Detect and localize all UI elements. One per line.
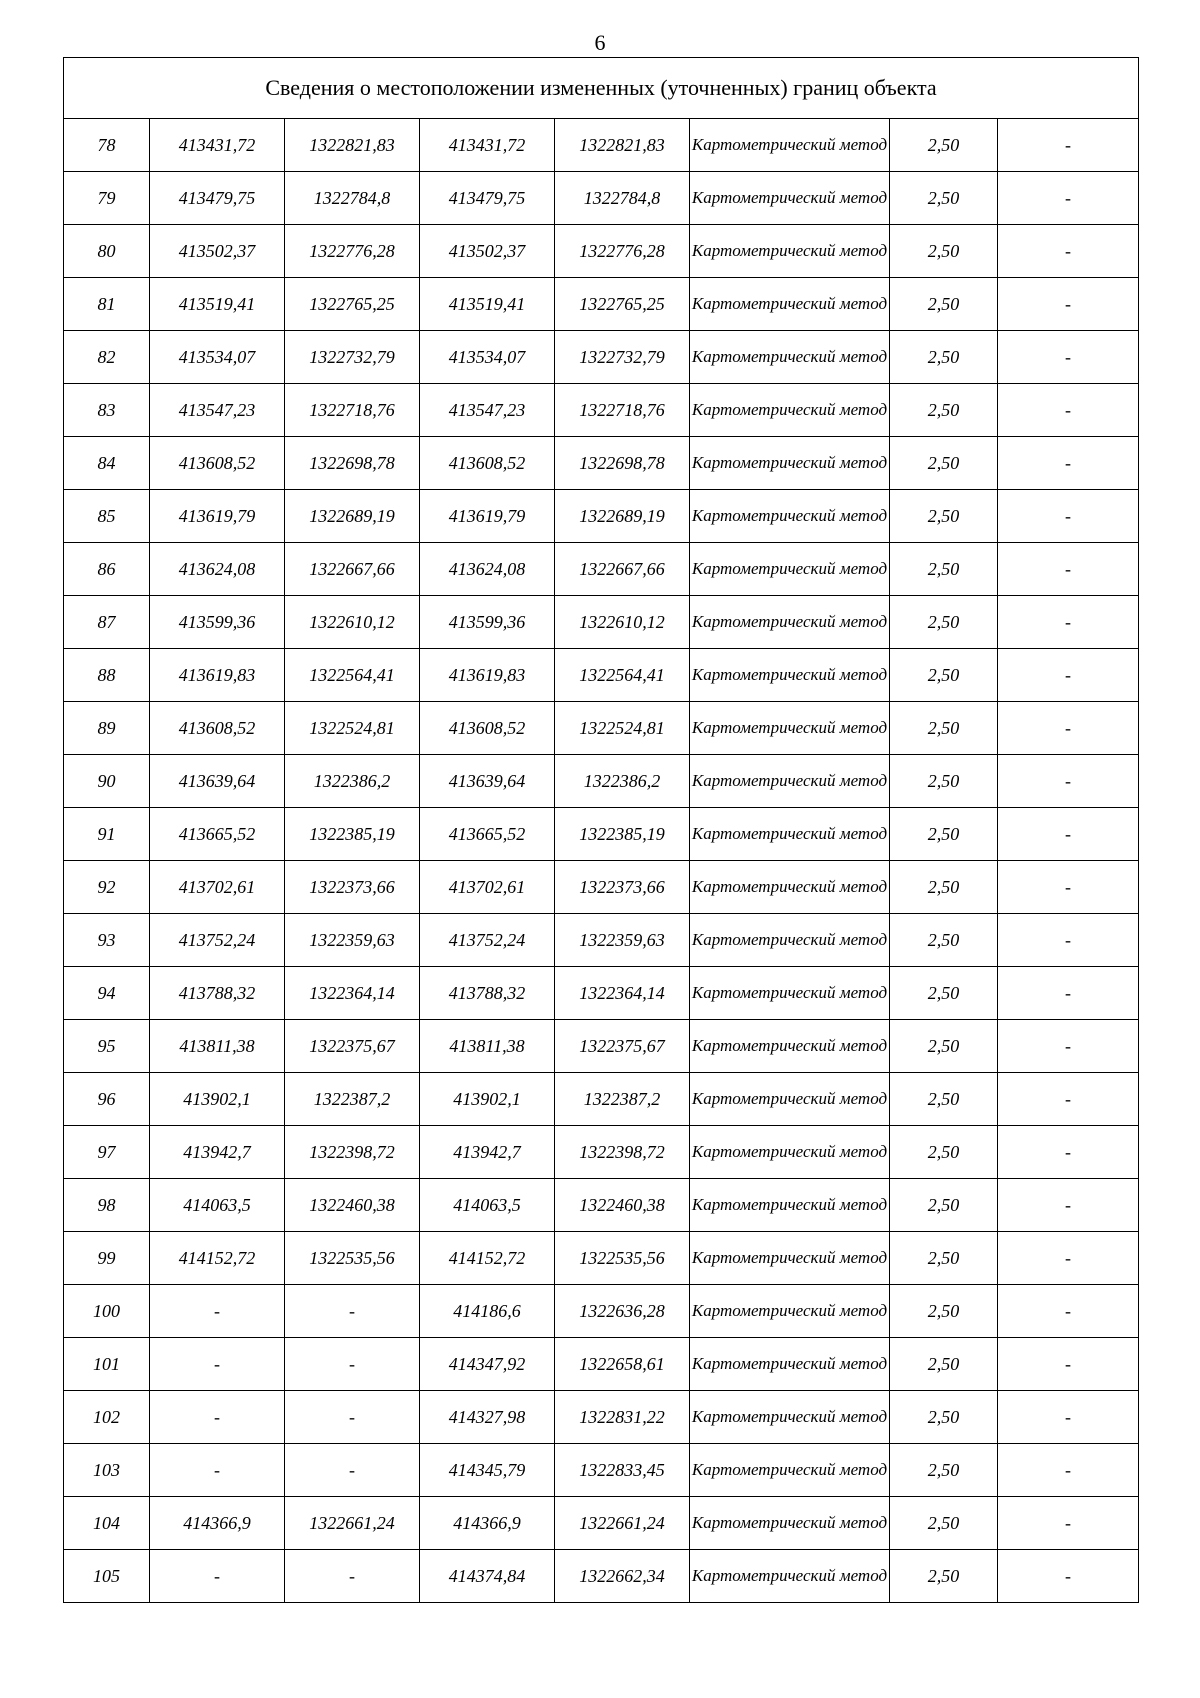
point-number-cell: 95	[64, 1020, 150, 1073]
existing-x-cell: 413702,61	[150, 861, 285, 914]
refined-y-cell: 1322535,56	[555, 1232, 690, 1285]
point-number-cell: 100	[64, 1285, 150, 1338]
existing-x-cell: 413902,1	[150, 1073, 285, 1126]
point-number-cell: 102	[64, 1391, 150, 1444]
refined-x-cell: 413624,08	[420, 543, 555, 596]
description-cell: -	[998, 861, 1139, 914]
table-row	[64, 278, 1139, 331]
point-number-cell: 80	[64, 225, 150, 278]
description-cell: -	[998, 490, 1139, 543]
description-cell: -	[998, 1338, 1139, 1391]
point-number-cell: 98	[64, 1179, 150, 1232]
refined-x-cell: 414186,6	[420, 1285, 555, 1338]
existing-x-cell: 413599,36	[150, 596, 285, 649]
method-cell: Картометрический метод	[690, 225, 890, 278]
description-cell: -	[998, 1073, 1139, 1126]
point-number-cell: 84	[64, 437, 150, 490]
method-cell: Картометрический метод	[690, 967, 890, 1020]
refined-x-cell: 413619,83	[420, 649, 555, 702]
point-number-cell: 101	[64, 1338, 150, 1391]
existing-x-cell: 413752,24	[150, 914, 285, 967]
description-cell: -	[998, 1550, 1139, 1603]
refined-y-cell: 1322386,2	[555, 755, 690, 808]
existing-y-cell: 1322386,2	[285, 755, 420, 808]
boundary-coordinates-table	[63, 57, 1139, 1603]
existing-x-cell: 413619,79	[150, 490, 285, 543]
refined-x-cell: 413902,1	[420, 1073, 555, 1126]
method-cell: Картометрический метод	[690, 1179, 890, 1232]
refined-y-cell: 1322698,78	[555, 437, 690, 490]
existing-y-cell: 1322732,79	[285, 331, 420, 384]
table-row	[64, 1497, 1139, 1550]
description-cell: -	[998, 596, 1139, 649]
description-cell: -	[998, 808, 1139, 861]
point-number-cell: 96	[64, 1073, 150, 1126]
existing-x-cell: 413547,23	[150, 384, 285, 437]
description-cell: -	[998, 702, 1139, 755]
existing-x-cell: -	[150, 1550, 285, 1603]
existing-x-cell: 413639,64	[150, 755, 285, 808]
description-cell: -	[998, 1126, 1139, 1179]
existing-x-cell: 414152,72	[150, 1232, 285, 1285]
method-cell: Картометрический метод	[690, 649, 890, 702]
existing-y-cell: 1322398,72	[285, 1126, 420, 1179]
method-cell: Картометрический метод	[690, 1497, 890, 1550]
refined-x-cell: 413599,36	[420, 596, 555, 649]
accuracy-cell: 2,50	[890, 172, 998, 225]
refined-x-cell: 413519,41	[420, 278, 555, 331]
table-row	[64, 437, 1139, 490]
description-cell: -	[998, 437, 1139, 490]
existing-y-cell: 1322364,14	[285, 967, 420, 1020]
existing-x-cell: -	[150, 1444, 285, 1497]
point-number-cell: 85	[64, 490, 150, 543]
table-row	[64, 1073, 1139, 1126]
point-number-cell: 89	[64, 702, 150, 755]
accuracy-cell: 2,50	[890, 543, 998, 596]
refined-x-cell: 413547,23	[420, 384, 555, 437]
accuracy-cell: 2,50	[890, 278, 998, 331]
accuracy-cell: 2,50	[890, 1020, 998, 1073]
existing-y-cell: 1322661,24	[285, 1497, 420, 1550]
accuracy-cell: 2,50	[890, 1497, 998, 1550]
table-row	[64, 1391, 1139, 1444]
existing-x-cell: 413811,38	[150, 1020, 285, 1073]
method-cell: Картометрический метод	[690, 278, 890, 331]
refined-x-cell: 414152,72	[420, 1232, 555, 1285]
existing-y-cell: 1322385,19	[285, 808, 420, 861]
description-cell: -	[998, 649, 1139, 702]
existing-x-cell: 413608,52	[150, 437, 285, 490]
method-cell: Картометрический метод	[690, 384, 890, 437]
refined-y-cell: 1322765,25	[555, 278, 690, 331]
description-cell: -	[998, 1020, 1139, 1073]
refined-x-cell: 414366,9	[420, 1497, 555, 1550]
point-number-cell: 91	[64, 808, 150, 861]
existing-y-cell: 1322667,66	[285, 543, 420, 596]
existing-y-cell: -	[285, 1444, 420, 1497]
description-cell: -	[998, 1285, 1139, 1338]
existing-y-cell: 1322387,2	[285, 1073, 420, 1126]
refined-x-cell: 413479,75	[420, 172, 555, 225]
refined-x-cell: 413431,72	[420, 119, 555, 172]
point-number-cell: 79	[64, 172, 150, 225]
table-row	[64, 1232, 1139, 1285]
point-number-cell: 90	[64, 755, 150, 808]
refined-y-cell: 1322662,34	[555, 1550, 690, 1603]
point-number-cell: 87	[64, 596, 150, 649]
table-row	[64, 225, 1139, 278]
refined-y-cell: 1322385,19	[555, 808, 690, 861]
table-row	[64, 914, 1139, 967]
table-row	[64, 543, 1139, 596]
refined-x-cell: 413665,52	[420, 808, 555, 861]
refined-y-cell: 1322364,14	[555, 967, 690, 1020]
existing-y-cell: 1322784,8	[285, 172, 420, 225]
existing-y-cell: -	[285, 1338, 420, 1391]
point-number-cell: 103	[64, 1444, 150, 1497]
refined-y-cell: 1322373,66	[555, 861, 690, 914]
accuracy-cell: 2,50	[890, 596, 998, 649]
accuracy-cell: 2,50	[890, 1444, 998, 1497]
description-cell: -	[998, 1497, 1139, 1550]
accuracy-cell: 2,50	[890, 1126, 998, 1179]
refined-y-cell: 1322833,45	[555, 1444, 690, 1497]
refined-x-cell: 414345,79	[420, 1444, 555, 1497]
refined-x-cell: 413619,79	[420, 490, 555, 543]
existing-x-cell: 413431,72	[150, 119, 285, 172]
table-title-row	[64, 58, 1139, 119]
accuracy-cell: 2,50	[890, 967, 998, 1020]
refined-y-cell: 1322821,83	[555, 119, 690, 172]
refined-x-cell: 413788,32	[420, 967, 555, 1020]
table-row	[64, 967, 1139, 1020]
existing-x-cell: 413624,08	[150, 543, 285, 596]
table-row	[64, 331, 1139, 384]
refined-y-cell: 1322732,79	[555, 331, 690, 384]
method-cell: Картометрический метод	[690, 1391, 890, 1444]
refined-y-cell: 1322784,8	[555, 172, 690, 225]
point-number-cell: 78	[64, 119, 150, 172]
accuracy-cell: 2,50	[890, 1232, 998, 1285]
table-title: Сведения о местоположении измененных (уточненных) границ объекта	[64, 58, 1139, 119]
point-number-cell: 86	[64, 543, 150, 596]
point-number-cell: 99	[64, 1232, 150, 1285]
refined-y-cell: 1322831,22	[555, 1391, 690, 1444]
refined-x-cell: 413702,61	[420, 861, 555, 914]
existing-x-cell: 413608,52	[150, 702, 285, 755]
point-number-cell: 82	[64, 331, 150, 384]
method-cell: Картометрический метод	[690, 1444, 890, 1497]
description-cell: -	[998, 331, 1139, 384]
refined-y-cell: 1322460,38	[555, 1179, 690, 1232]
description-cell: -	[998, 384, 1139, 437]
existing-y-cell: 1322718,76	[285, 384, 420, 437]
description-cell: -	[998, 1391, 1139, 1444]
refined-y-cell: 1322524,81	[555, 702, 690, 755]
refined-x-cell: 414347,92	[420, 1338, 555, 1391]
accuracy-cell: 2,50	[890, 490, 998, 543]
method-cell: Картометрический метод	[690, 1285, 890, 1338]
method-cell: Картометрический метод	[690, 1232, 890, 1285]
point-number-cell: 104	[64, 1497, 150, 1550]
existing-y-cell: 1322776,28	[285, 225, 420, 278]
refined-y-cell: 1322658,61	[555, 1338, 690, 1391]
table-row	[64, 1179, 1139, 1232]
description-cell: -	[998, 1232, 1139, 1285]
accuracy-cell: 2,50	[890, 119, 998, 172]
page-number: 6	[594, 30, 606, 55]
refined-y-cell: 1322718,76	[555, 384, 690, 437]
method-cell: Картометрический метод	[690, 861, 890, 914]
method-cell: Картометрический метод	[690, 119, 890, 172]
method-cell: Картометрический метод	[690, 1550, 890, 1603]
existing-y-cell: 1322524,81	[285, 702, 420, 755]
refined-y-cell: 1322661,24	[555, 1497, 690, 1550]
table-row	[64, 1444, 1139, 1497]
existing-y-cell: 1322821,83	[285, 119, 420, 172]
existing-y-cell: 1322460,38	[285, 1179, 420, 1232]
existing-x-cell: 413619,83	[150, 649, 285, 702]
refined-y-cell: 1322636,28	[555, 1285, 690, 1338]
refined-x-cell: 414327,98	[420, 1391, 555, 1444]
point-number-cell: 93	[64, 914, 150, 967]
table-body	[64, 58, 1139, 1603]
method-cell: Картометрический метод	[690, 702, 890, 755]
table-row	[64, 490, 1139, 543]
description-cell: -	[998, 172, 1139, 225]
existing-x-cell: 413665,52	[150, 808, 285, 861]
refined-y-cell: 1322398,72	[555, 1126, 690, 1179]
accuracy-cell: 2,50	[890, 914, 998, 967]
method-cell: Картометрический метод	[690, 437, 890, 490]
accuracy-cell: 2,50	[890, 755, 998, 808]
existing-x-cell: 413502,37	[150, 225, 285, 278]
method-cell: Картометрический метод	[690, 543, 890, 596]
table-row	[64, 1338, 1139, 1391]
table-row	[64, 1126, 1139, 1179]
accuracy-cell: 2,50	[890, 1391, 998, 1444]
refined-x-cell: 413752,24	[420, 914, 555, 967]
existing-y-cell: 1322535,56	[285, 1232, 420, 1285]
accuracy-cell: 2,50	[890, 702, 998, 755]
point-number-cell: 94	[64, 967, 150, 1020]
existing-y-cell: 1322564,41	[285, 649, 420, 702]
method-cell: Картометрический метод	[690, 490, 890, 543]
refined-y-cell: 1322667,66	[555, 543, 690, 596]
description-cell: -	[998, 1444, 1139, 1497]
existing-y-cell: 1322698,78	[285, 437, 420, 490]
existing-x-cell: -	[150, 1391, 285, 1444]
existing-x-cell: 413519,41	[150, 278, 285, 331]
existing-x-cell: -	[150, 1285, 285, 1338]
existing-x-cell: -	[150, 1338, 285, 1391]
existing-y-cell: 1322689,19	[285, 490, 420, 543]
accuracy-cell: 2,50	[890, 384, 998, 437]
description-cell: -	[998, 1179, 1139, 1232]
accuracy-cell: 2,50	[890, 1285, 998, 1338]
existing-x-cell: 413788,32	[150, 967, 285, 1020]
refined-x-cell: 414374,84	[420, 1550, 555, 1603]
table-row	[64, 702, 1139, 755]
method-cell: Картометрический метод	[690, 596, 890, 649]
existing-x-cell: 413479,75	[150, 172, 285, 225]
refined-y-cell: 1322387,2	[555, 1073, 690, 1126]
accuracy-cell: 2,50	[890, 808, 998, 861]
accuracy-cell: 2,50	[890, 331, 998, 384]
refined-x-cell: 413942,7	[420, 1126, 555, 1179]
existing-y-cell: 1322765,25	[285, 278, 420, 331]
description-cell: -	[998, 278, 1139, 331]
refined-x-cell: 414063,5	[420, 1179, 555, 1232]
existing-y-cell: 1322359,63	[285, 914, 420, 967]
method-cell: Картометрический метод	[690, 1073, 890, 1126]
refined-y-cell: 1322564,41	[555, 649, 690, 702]
accuracy-cell: 2,50	[890, 1179, 998, 1232]
accuracy-cell: 2,50	[890, 861, 998, 914]
existing-x-cell: 413534,07	[150, 331, 285, 384]
table-row	[64, 1020, 1139, 1073]
existing-x-cell: 414366,9	[150, 1497, 285, 1550]
description-cell: -	[998, 755, 1139, 808]
point-number-cell: 105	[64, 1550, 150, 1603]
refined-y-cell: 1322776,28	[555, 225, 690, 278]
refined-x-cell: 413534,07	[420, 331, 555, 384]
refined-y-cell: 1322689,19	[555, 490, 690, 543]
description-cell: -	[998, 967, 1139, 1020]
existing-y-cell: 1322375,67	[285, 1020, 420, 1073]
refined-x-cell: 413608,52	[420, 437, 555, 490]
existing-y-cell: 1322373,66	[285, 861, 420, 914]
existing-x-cell: 414063,5	[150, 1179, 285, 1232]
point-number-cell: 88	[64, 649, 150, 702]
description-cell: -	[998, 914, 1139, 967]
refined-x-cell: 413502,37	[420, 225, 555, 278]
existing-y-cell: -	[285, 1391, 420, 1444]
existing-y-cell: 1322610,12	[285, 596, 420, 649]
point-number-cell: 83	[64, 384, 150, 437]
accuracy-cell: 2,50	[890, 649, 998, 702]
table-row	[64, 1285, 1139, 1338]
description-cell: -	[998, 119, 1139, 172]
refined-y-cell: 1322610,12	[555, 596, 690, 649]
method-cell: Картометрический метод	[690, 331, 890, 384]
accuracy-cell: 2,50	[890, 1338, 998, 1391]
method-cell: Картометрический метод	[690, 755, 890, 808]
accuracy-cell: 2,50	[890, 225, 998, 278]
table-row	[64, 808, 1139, 861]
table-row	[64, 119, 1139, 172]
method-cell: Картометрический метод	[690, 808, 890, 861]
point-number-cell: 92	[64, 861, 150, 914]
description-cell: -	[998, 543, 1139, 596]
description-cell: -	[998, 225, 1139, 278]
table-row	[64, 861, 1139, 914]
refined-y-cell: 1322359,63	[555, 914, 690, 967]
refined-x-cell: 413639,64	[420, 755, 555, 808]
method-cell: Картометрический метод	[690, 172, 890, 225]
accuracy-cell: 2,50	[890, 437, 998, 490]
existing-x-cell: 413942,7	[150, 1126, 285, 1179]
refined-x-cell: 413608,52	[420, 702, 555, 755]
point-number-cell: 97	[64, 1126, 150, 1179]
refined-x-cell: 413811,38	[420, 1020, 555, 1073]
refined-y-cell: 1322375,67	[555, 1020, 690, 1073]
method-cell: Картометрический метод	[690, 1338, 890, 1391]
method-cell: Картометрический метод	[690, 1020, 890, 1073]
accuracy-cell: 2,50	[890, 1073, 998, 1126]
method-cell: Картометрический метод	[690, 914, 890, 967]
point-number-cell: 81	[64, 278, 150, 331]
table-row	[64, 384, 1139, 437]
table-row	[64, 596, 1139, 649]
accuracy-cell: 2,50	[890, 1550, 998, 1603]
existing-y-cell: -	[285, 1550, 420, 1603]
table-row	[64, 755, 1139, 808]
table-row	[64, 172, 1139, 225]
table-row	[64, 1550, 1139, 1603]
method-cell: Картометрический метод	[690, 1126, 890, 1179]
existing-y-cell: -	[285, 1285, 420, 1338]
table-row	[64, 649, 1139, 702]
